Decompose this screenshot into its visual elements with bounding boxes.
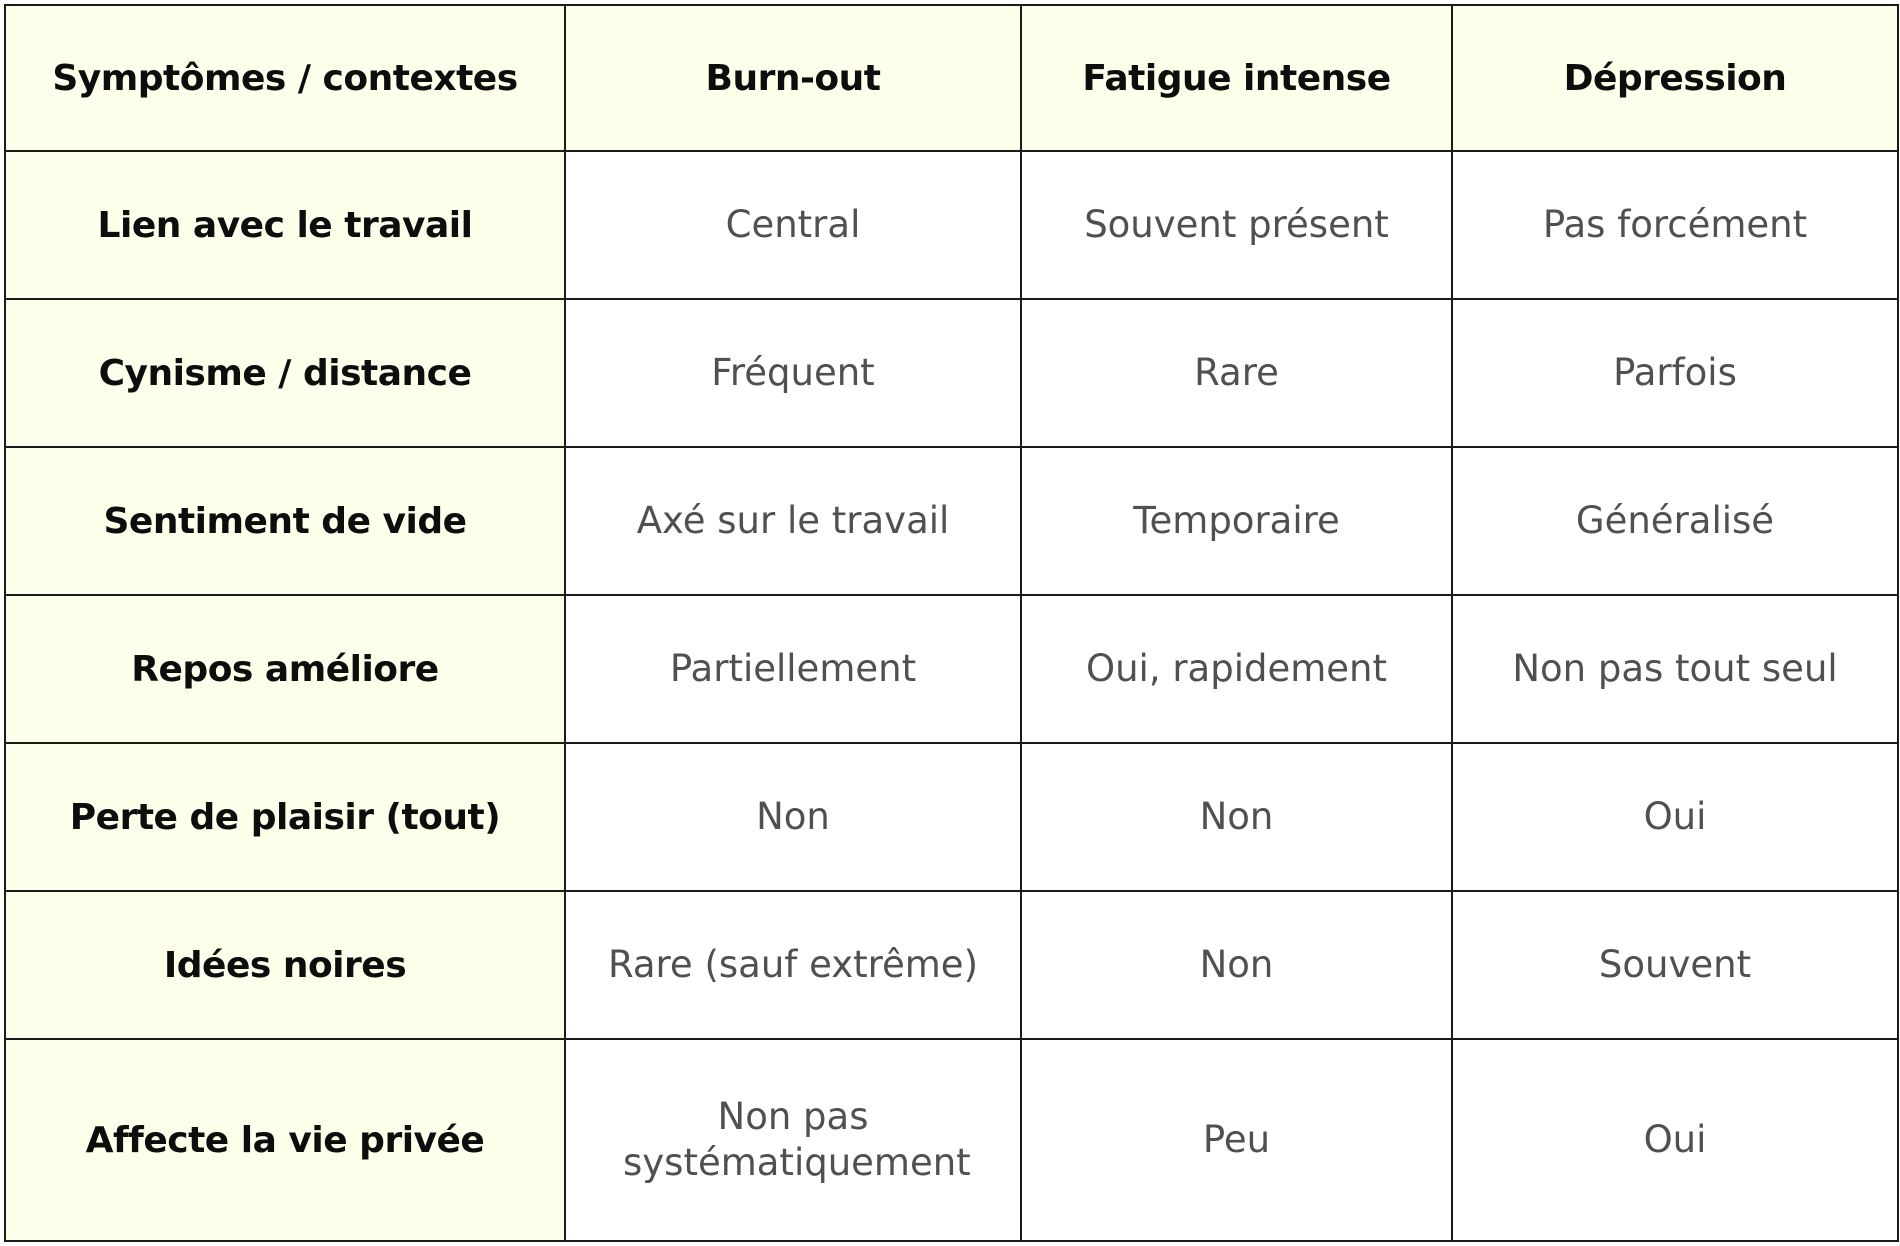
table-row bbox=[5, 151, 1898, 299]
table-cell: Oui bbox=[1452, 1039, 1898, 1241]
row-label: Idées noires bbox=[5, 891, 565, 1039]
table-cell: Central bbox=[565, 151, 1021, 299]
header-fatigue-intense: Fatigue intense bbox=[1021, 5, 1452, 151]
table-cell: Temporaire bbox=[1021, 447, 1452, 595]
table-cell bbox=[565, 1039, 1021, 1241]
table-row bbox=[5, 743, 1898, 891]
header-depression: Dépression bbox=[1452, 5, 1898, 151]
table-cell: Souvent présent bbox=[1021, 151, 1452, 299]
table-row bbox=[5, 1039, 1898, 1241]
table-cell: Pas forcément bbox=[1452, 151, 1898, 299]
table-cell: Oui, rapidement bbox=[1021, 595, 1452, 743]
table-cell: Axé sur le travail bbox=[565, 447, 1021, 595]
table-cell: Généralisé bbox=[1452, 447, 1898, 595]
table-cell: Partiellement bbox=[565, 595, 1021, 743]
table-cell: Fréquent bbox=[565, 299, 1021, 447]
row-label: Sentiment de vide bbox=[5, 447, 565, 595]
table-row bbox=[5, 595, 1898, 743]
header-burn-out: Burn-out bbox=[565, 5, 1021, 151]
table-cell: Non bbox=[565, 743, 1021, 891]
table-row bbox=[5, 299, 1898, 447]
table-cell: Non bbox=[1021, 891, 1452, 1039]
table-cell: Rare (sauf extrême) bbox=[565, 891, 1021, 1039]
header-symptoms-contexts: Symptômes / contextes bbox=[5, 5, 565, 151]
row-label: Affecte la vie privée bbox=[5, 1039, 565, 1241]
comparison-table bbox=[4, 4, 1899, 1242]
table-cell: Souvent bbox=[1452, 891, 1898, 1039]
table-cell: Peu bbox=[1021, 1039, 1452, 1241]
row-label: Lien avec le travail bbox=[5, 151, 565, 299]
row-label: Perte de plaisir (tout) bbox=[5, 743, 565, 891]
table-cell: Non bbox=[1021, 743, 1452, 891]
table-cell: Rare bbox=[1021, 299, 1452, 447]
table-row bbox=[5, 891, 1898, 1039]
table-row bbox=[5, 447, 1898, 595]
table-cell: Oui bbox=[1452, 743, 1898, 891]
table-cell: Parfois bbox=[1452, 299, 1898, 447]
table-header-row bbox=[5, 5, 1898, 151]
row-label: Repos améliore bbox=[5, 595, 565, 743]
table-cell: Non pas tout seul bbox=[1452, 595, 1898, 743]
row-label: Cynisme / distance bbox=[5, 299, 565, 447]
comparison-table-container bbox=[4, 4, 1897, 1242]
table-cell-text: Non pas systématiquement bbox=[623, 1094, 971, 1184]
